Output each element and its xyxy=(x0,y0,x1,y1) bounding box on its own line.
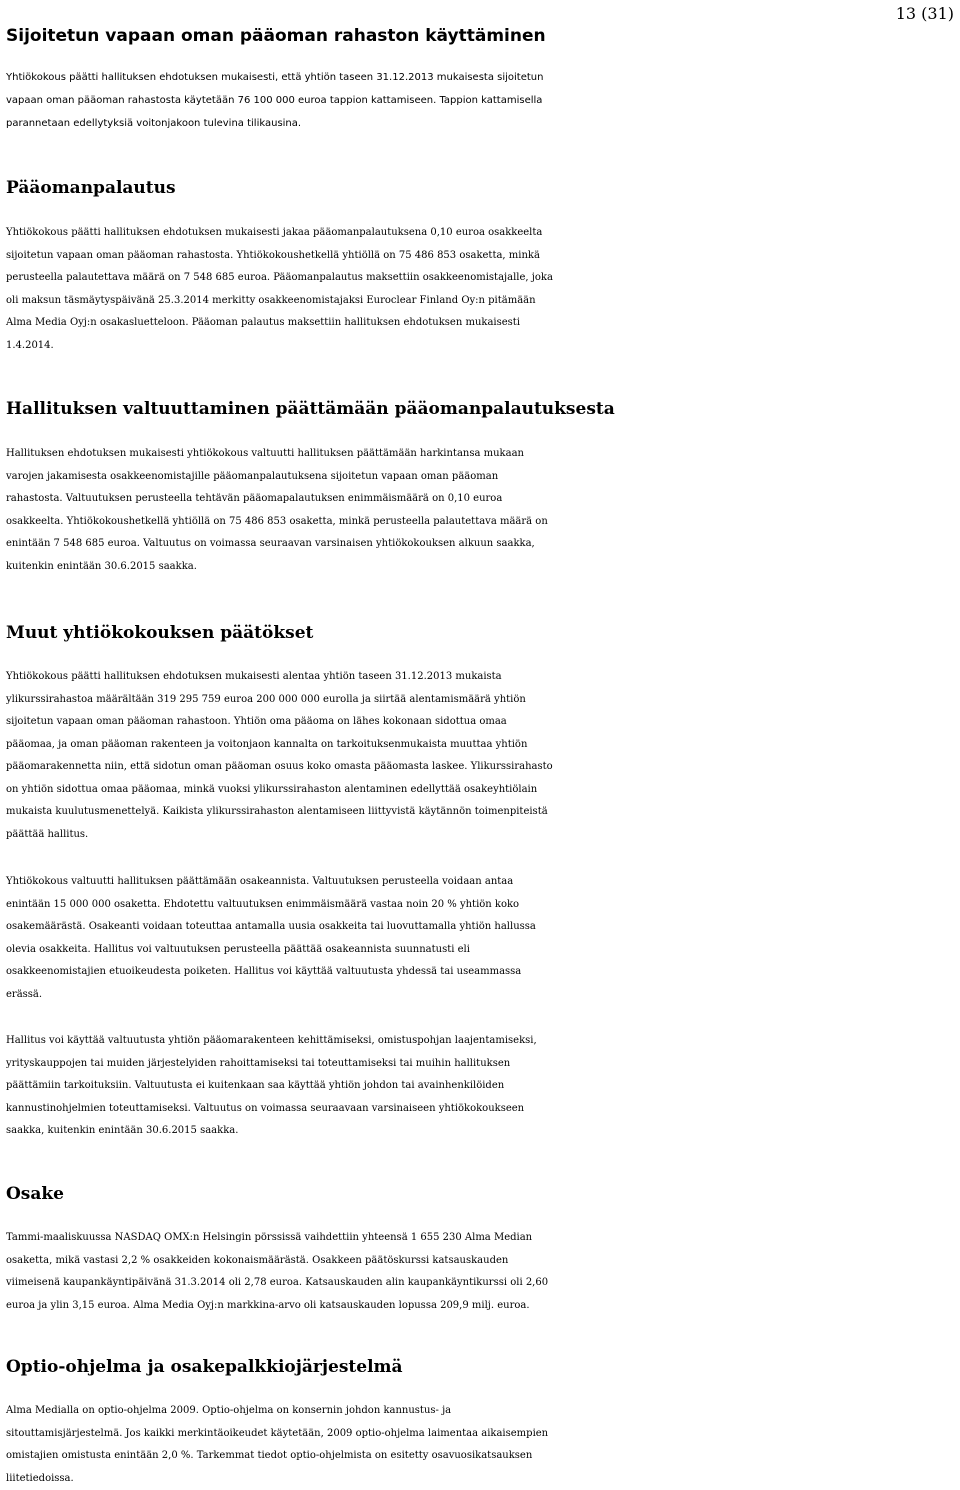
text-line: kuitenkin enintään 30.6.2015 saakka. xyxy=(6,556,956,579)
text-line: parannetaan edellytyksiä voitonjakoon tulevina tilikausina. xyxy=(6,112,956,135)
text-line: Yhtiökokous valtuutti hallituksen päättämään osakeannista. Valtuutuksen perusteella voidaan antaa xyxy=(6,871,956,894)
text-line: Yhtiökokous päätti hallituksen ehdotuksen mukaisesti, että yhtiön taseen 31.12.2013 mukaisesta sijoitetun xyxy=(6,66,956,89)
text-line: enintään 7 548 685 euroa. Valtuutus on voimassa seuraavan varsinaisen yhtiökokouksen alkuun saakka, xyxy=(6,533,956,556)
paragraph-osake xyxy=(6,1227,956,1317)
text-line: pääomarakennetta niin, että sidotun oman pääoman osuus koko omasta pääomasta laskee. Ylikurssirahasto xyxy=(6,756,956,779)
section-title-rahaston-kayttaminen: Sijoitetun vapaan oman pääoman rahaston käyttäminen xyxy=(6,24,546,48)
paragraph-muut-paatokset-1 xyxy=(6,666,956,846)
text-line: päättää hallitus. xyxy=(6,824,956,847)
page-number: 13 (31) xyxy=(896,2,954,26)
section-title-muut-paatokset: Muut yhtiökokouksen päätökset xyxy=(6,621,313,645)
text-line: on yhtiön sidottua omaa pääomaa, minkä vuoksi ylikurssirahaston alentaminen edellyttää osakeyhtiölain xyxy=(6,779,956,802)
text-line: osakkeenomistajien etuoikeudesta poiketen. Hallitus voi käyttää valtuutusta yhdessä tai useammassa xyxy=(6,961,956,984)
text-line: sijoitetun vapaan oman pääoman rahastosta. Yhtiökokoushetkellä yhtiöllä on 75 486 853 osaketta, minkä xyxy=(6,245,956,268)
text-line: mukaista kuulutusmenettelyä. Kaikista ylikurssirahaston alentamiseen liittyvistä käytännön toimenpiteistä xyxy=(6,801,956,824)
text-line: pääomaa, ja oman pääoman rakenteen ja voitonjaon kannalta on tarkoituksenmukaista muuttaa yhtiön xyxy=(6,734,956,757)
text-line: Hallitus voi käyttää valtuutusta yhtiön pääomarakenteen kehittämiseksi, omistuspohjan laajentamiseksi, xyxy=(6,1030,956,1053)
text-line: Hallituksen ehdotuksen mukaisesti yhtiökokous valtuutti hallituksen päättämään harkintansa mukaan xyxy=(6,443,956,466)
text-line: Alma Medialla on optio-ohjelma 2009. Optio-ohjelma on konsernin johdon kannustus- ja xyxy=(6,1400,956,1423)
text-line: Tammi-maaliskuussa NASDAQ OMX:n Helsingin pörssissä vaihdettiin yhteensä 1 655 230 Alma Median xyxy=(6,1227,956,1250)
section-title-hallituksen-valtuuttaminen: Hallituksen valtuuttaminen päättämään pääomanpalautuksesta xyxy=(6,397,615,421)
text-line: osakkeelta. Yhtiökokoushetkellä yhtiöllä on 75 486 853 osaketta, minkä perusteella palautettava määrä on xyxy=(6,511,956,534)
text-line: rahastosta. Valtuutuksen perusteella tehtävän pääomapalautuksen enimmäismäärä on 0,10 euroa xyxy=(6,488,956,511)
paragraph-muut-paatokset-2 xyxy=(6,871,956,1006)
text-line: yrityskauppojen tai muiden järjestelyiden rahoittamiseksi tai toteuttamiseksi tai muihin hallituksen xyxy=(6,1053,956,1076)
text-line: kannustinohjelmien toteuttamiseksi. Valtuutus on voimassa seuraavaan varsinaiseen yhtiökokoukseen xyxy=(6,1098,956,1121)
text-line: sijoitetun vapaan oman pääoman rahastoon. Yhtiön oma pääoma on lähes kokonaan sidottua omaa xyxy=(6,711,956,734)
text-line: Yhtiökokous päätti hallituksen ehdotuksen mukaisesti alentaa yhtiön taseen 31.12.2013 mukaista xyxy=(6,666,956,689)
text-line: omistajien omistusta enintään 2,0 %. Tarkemmat tiedot optio-ohjelmista on esitetty osavuosikatsauksen xyxy=(6,1445,956,1468)
paragraph-optio-ohjelma xyxy=(6,1400,956,1490)
section-title-paaomanpalautus: Pääomanpalautus xyxy=(6,176,176,200)
text-line: olevia osakkeita. Hallitus voi valtuutuksen perusteella päättää osakeannista suunnatusti eli xyxy=(6,939,956,962)
paragraph-muut-paatokset-3 xyxy=(6,1030,956,1143)
text-line: osakemäärästä. Osakeanti voidaan toteuttaa antamalla uusia osakkeita tai luovuttamalla yhtiön hallussa xyxy=(6,916,956,939)
paragraph-hallituksen-valtuuttaminen xyxy=(6,443,956,578)
text-line: perusteella palautettava määrä on 7 548 685 euroa. Pääomanpalautus maksettiin osakkeenomistajalle, joka xyxy=(6,267,956,290)
text-line: 1.4.2014. xyxy=(6,335,956,358)
text-line: saakka, kuitenkin enintään 30.6.2015 saakka. xyxy=(6,1120,956,1143)
text-line: päättämiin tarkoituksiin. Valtuutusta ei kuitenkaan saa käyttää yhtiön johdon tai avainhenkilöiden xyxy=(6,1075,956,1098)
paragraph-paaomanpalautus xyxy=(6,222,956,357)
text-line: sitouttamisjärjestelmä. Jos kaikki merkintäoikeudet käytetään, 2009 optio-ohjelma laimentaa aikaisempien xyxy=(6,1423,956,1446)
text-line: viimeisenä kaupankäyntipäivänä 31.3.2014 oli 2,78 euroa. Katsauskauden alin kaupankäyntikurssi oli 2,60 xyxy=(6,1272,956,1295)
paragraph-rahaston-kayttaminen xyxy=(6,66,956,135)
text-line: erässä. xyxy=(6,984,956,1007)
text-line: varojen jakamisesta osakkeenomistajille pääomanpalautuksena sijoitetun vapaan oman pääoman xyxy=(6,466,956,489)
text-line: oli maksun täsmäytyspäivänä 25.3.2014 merkitty osakkeenomistajaksi Euroclear Finland Oy:n pitämään xyxy=(6,290,956,313)
text-line: Yhtiökokous päätti hallituksen ehdotuksen mukaisesti jakaa pääomanpalautuksena 0,10 euroa osakkeelta xyxy=(6,222,956,245)
text-line: vapaan oman pääoman rahastosta käytetään 76 100 000 euroa tappion kattamiseen. Tappion kattamisella xyxy=(6,89,956,112)
section-title-optio-ohjelma: Optio-ohjelma ja osakepalkkiojärjestelmä xyxy=(6,1355,403,1379)
text-line: ylikurssirahastoa määrältään 319 295 759 euroa 200 000 000 eurolla ja siirtää alentamismäärä yhtiön xyxy=(6,689,956,712)
text-line: Alma Media Oyj:n osakasluetteloon. Pääoman palautus maksettiin hallituksen ehdotuksen mukaisesti xyxy=(6,312,956,335)
section-title-osake: Osake xyxy=(6,1182,64,1206)
text-line: osaketta, mikä vastasi 2,2 % osakkeiden kokonaismäärästä. Osakkeen päätöskurssi katsauskauden xyxy=(6,1250,956,1273)
text-line: euroa ja ylin 3,15 euroa. Alma Media Oyj:n markkina-arvo oli katsauskauden lopussa 209,9 milj. euroa. xyxy=(6,1295,956,1318)
text-line: liitetiedoissa. xyxy=(6,1468,956,1490)
text-line: enintään 15 000 000 osaketta. Ehdotettu valtuutuksen enimmäismäärä vastaa noin 20 % yhtiön koko xyxy=(6,894,956,917)
